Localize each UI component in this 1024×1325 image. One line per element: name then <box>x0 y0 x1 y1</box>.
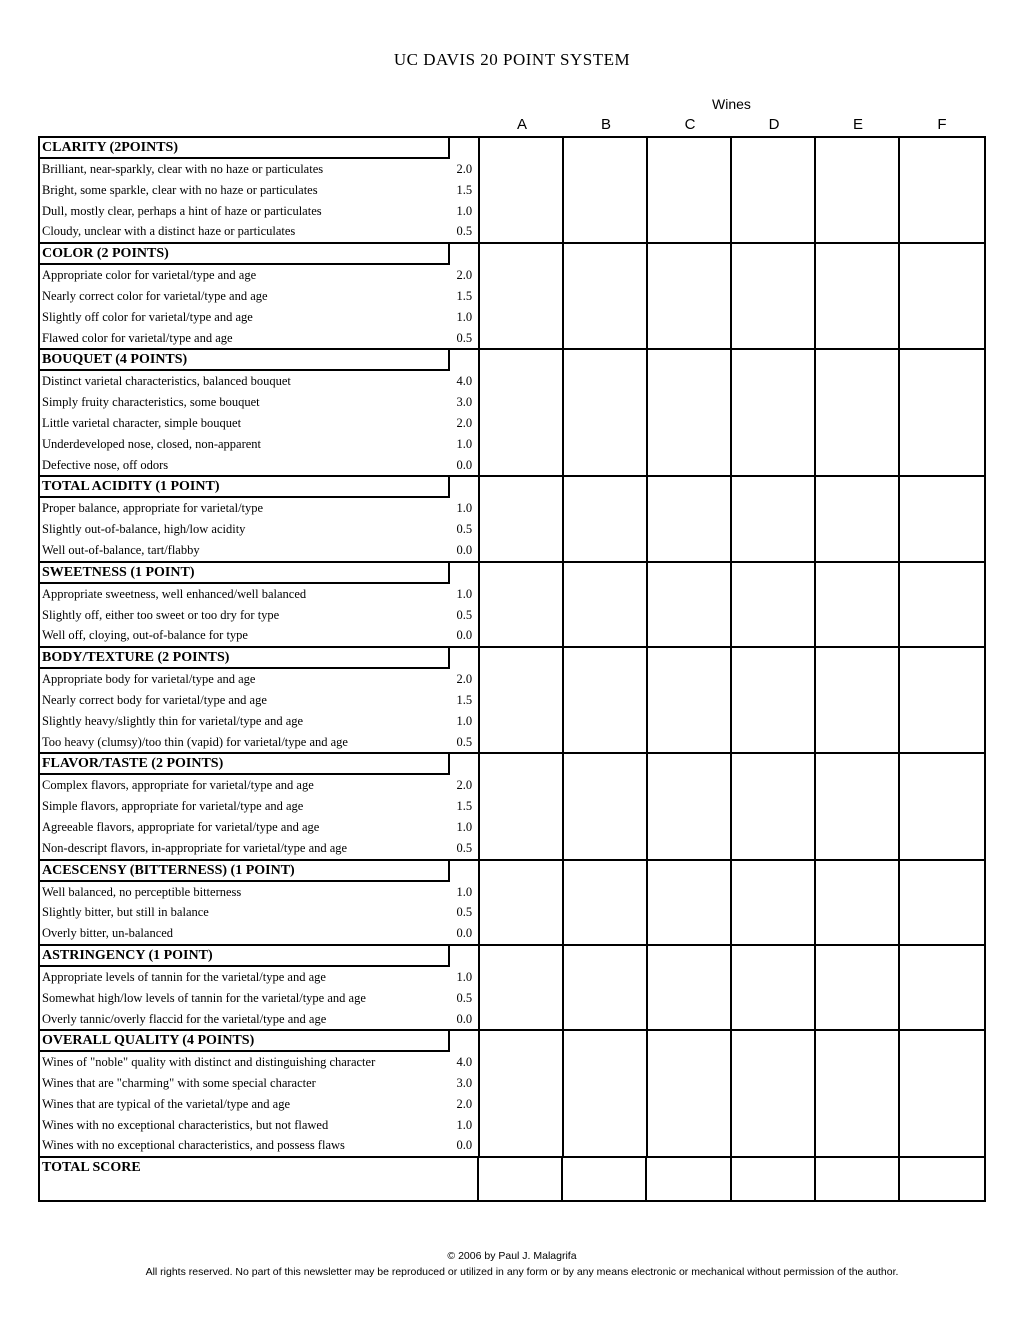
option-points: 0.0 <box>456 1011 473 1026</box>
criterion-option: Too heavy (clumsy)/too thin (vapid) for varietal/type and age <box>42 734 348 749</box>
option-points: 1.0 <box>456 203 473 218</box>
score-cell[interactable] <box>648 138 732 242</box>
option-points: 2.0 <box>456 268 473 283</box>
criterion-section <box>40 861 984 946</box>
wine-column-header: C <box>684 116 696 133</box>
score-cell[interactable] <box>564 350 648 475</box>
option-points: 2.0 <box>456 415 473 430</box>
criterion-option: Dull, mostly clear, perhaps a hint of haze or particulates <box>42 203 322 218</box>
score-cell[interactable] <box>648 477 732 560</box>
criterion-option: Slightly off, either too sweet or too dry for type <box>42 607 280 622</box>
score-cell[interactable] <box>732 946 816 1029</box>
criterion-option: Well off, cloying, out-of-balance for type <box>42 628 248 643</box>
score-cell[interactable] <box>900 138 984 242</box>
wine-column-header: F <box>937 116 947 133</box>
score-cell[interactable] <box>816 648 900 752</box>
criterion-option: Brilliant, near-sparkly, clear with no haze or particulates <box>42 162 324 176</box>
score-cell[interactable] <box>648 563 732 646</box>
total-score-cell[interactable] <box>647 1158 731 1200</box>
copyright-text: © 2006 by Paul J. Malagrifa <box>447 1250 577 1262</box>
score-cell[interactable] <box>816 138 900 242</box>
option-points: 0.5 <box>456 522 473 537</box>
total-score-row <box>40 1158 984 1200</box>
score-cell[interactable] <box>816 754 900 858</box>
criterion-heading: FLAVOR/TASTE (2 POINTS) <box>40 754 450 775</box>
criterion-option: Cloudy, unclear with a distinct haze or particulates <box>42 224 296 239</box>
option-points: 1.5 <box>456 692 473 707</box>
score-cell[interactable] <box>564 754 648 858</box>
score-cell[interactable] <box>816 1031 900 1156</box>
option-points: 0.5 <box>456 330 473 345</box>
option-points: 1.0 <box>456 969 473 984</box>
criterion-section <box>40 946 984 1031</box>
wine-column-header: B <box>600 116 611 133</box>
criterion-section <box>40 244 984 350</box>
criterion-option: Simply fruity characteristics, some bouquet <box>42 395 260 410</box>
criterion-option: Little varietal character, simple bouquet <box>42 415 242 430</box>
score-cell[interactable] <box>480 563 564 646</box>
score-cell[interactable] <box>900 244 984 348</box>
score-cell[interactable] <box>732 350 816 475</box>
score-cell[interactable] <box>900 754 984 858</box>
wines-header: Wines <box>712 96 751 112</box>
score-cell[interactable] <box>480 244 564 348</box>
criterion-option: Appropriate levels of tannin for the varietal/type and age <box>42 969 326 984</box>
option-points: 1.0 <box>456 501 473 516</box>
total-score-cell[interactable] <box>900 1158 984 1200</box>
option-points: 0.5 <box>456 224 473 239</box>
score-cell[interactable] <box>564 648 648 752</box>
score-cell[interactable] <box>480 946 564 1029</box>
option-points: 0.5 <box>456 734 473 749</box>
option-points: 3.0 <box>456 395 473 410</box>
score-cell[interactable] <box>480 648 564 752</box>
score-cell[interactable] <box>564 477 648 560</box>
criterion-option: Wines that are typical of the varietal/type and age <box>42 1096 290 1111</box>
option-points: 2.0 <box>456 778 473 793</box>
score-cell[interactable] <box>648 350 732 475</box>
option-points: 1.0 <box>456 884 473 899</box>
score-cell[interactable] <box>480 477 564 560</box>
score-cell[interactable] <box>900 1031 984 1156</box>
total-score-cell[interactable] <box>479 1158 563 1200</box>
criterion-option: Bright, some sparkle, clear with no haze or particulates <box>42 182 318 197</box>
option-points: 1.0 <box>456 713 473 728</box>
score-cell[interactable] <box>900 563 984 646</box>
criterion-section <box>40 754 984 860</box>
score-cell[interactable] <box>564 861 648 944</box>
criterion-heading: ASTRINGENCY (1 POINT) <box>40 946 450 967</box>
option-points: 1.0 <box>456 586 473 601</box>
criterion-option: Nearly correct color for varietal/type and age <box>42 288 268 303</box>
criterion-option: Wines that are "charming" with some special character <box>42 1076 316 1091</box>
criterion-option: Overly bitter, un-balanced <box>42 926 174 941</box>
criterion-option: Flawed color for varietal/type and age <box>42 330 233 345</box>
criterion-option: Defective nose, off odors <box>42 457 169 472</box>
criterion-option: Wines with no exceptional characteristics, but not flawed <box>42 1117 329 1132</box>
score-cell[interactable] <box>732 477 816 560</box>
total-score-cell[interactable] <box>563 1158 647 1200</box>
criterion-section <box>40 138 984 244</box>
criterion-heading: CLARITY (2POINTS) <box>40 138 450 159</box>
option-points: 0.0 <box>456 457 473 472</box>
criterion-heading: BOUQUET (4 POINTS) <box>40 350 450 371</box>
score-cell[interactable] <box>900 648 984 752</box>
option-points: 2.0 <box>456 672 473 687</box>
criterion-option: Simple flavors, appropriate for varietal/type and age <box>42 799 304 814</box>
criterion-option: Overly tannic/overly flaccid for the varietal/type and age <box>42 1011 327 1026</box>
wine-column-header: D <box>768 116 780 133</box>
score-cell[interactable] <box>564 244 648 348</box>
page-title: UC DAVIS 20 POINT SYSTEM <box>393 50 631 69</box>
option-points: 0.0 <box>456 542 473 557</box>
option-points: 1.5 <box>456 799 473 814</box>
score-cell[interactable] <box>564 946 648 1029</box>
score-cell[interactable] <box>564 563 648 646</box>
rights-text: All rights reserved. No part of this newsletter may be reproduced or utilized in any form or by any means electronic or mechanical without permission of the author. <box>145 1266 899 1278</box>
scoring-table <box>38 136 986 1202</box>
option-points: 1.5 <box>456 288 473 303</box>
option-points: 1.0 <box>456 1117 473 1132</box>
criterion-option: Wines of "noble" quality with distinct and distinguishing character <box>42 1055 376 1070</box>
total-score-label: TOTAL SCORE <box>40 1158 479 1200</box>
score-cell[interactable] <box>816 563 900 646</box>
score-cell[interactable] <box>816 350 900 475</box>
score-cell[interactable] <box>648 946 732 1029</box>
score-cell[interactable] <box>816 946 900 1029</box>
option-points: 0.0 <box>456 1138 473 1153</box>
score-cell[interactable] <box>900 477 984 560</box>
criterion-section <box>40 350 984 477</box>
option-points: 1.0 <box>456 819 473 834</box>
option-points: 2.0 <box>456 1096 473 1111</box>
score-cell[interactable] <box>732 244 816 348</box>
criterion-option: Non-descript flavors, in-appropriate for varietal/type and age <box>42 840 348 855</box>
criterion-option: Distinct varietal characteristics, balanced bouquet <box>42 374 291 389</box>
criterion-section <box>40 563 984 648</box>
criterion-heading: ACESCENSY (BITTERNESS) (1 POINT) <box>40 861 450 882</box>
option-points: 0.5 <box>456 840 473 855</box>
score-cell[interactable] <box>480 350 564 475</box>
wine-column-header: A <box>516 116 527 133</box>
option-points: 3.0 <box>456 1076 473 1091</box>
criterion-heading: OVERALL QUALITY (4 POINTS) <box>40 1031 450 1052</box>
criterion-heading: TOTAL ACIDITY (1 POINT) <box>40 477 450 498</box>
score-cell[interactable] <box>480 1031 564 1156</box>
score-cell[interactable] <box>816 244 900 348</box>
criterion-option: Proper balance, appropriate for varietal/type <box>42 501 264 516</box>
criterion-option: Somewhat high/low levels of tannin for the varietal/type and age <box>42 990 366 1005</box>
score-cell[interactable] <box>900 946 984 1029</box>
option-points: 1.0 <box>456 309 473 324</box>
score-cell[interactable] <box>732 861 816 944</box>
score-cell[interactable] <box>732 648 816 752</box>
criterion-option: Complex flavors, appropriate for varietal/type and age <box>42 778 314 793</box>
wine-column-header: E <box>852 116 863 133</box>
score-cell[interactable] <box>732 754 816 858</box>
criterion-option: Appropriate body for varietal/type and age <box>42 672 256 687</box>
criterion-section <box>40 648 984 754</box>
criterion-option: Slightly bitter, but still in balance <box>42 905 209 920</box>
option-points: 1.0 <box>456 436 473 451</box>
score-cell[interactable] <box>732 1031 816 1156</box>
option-points: 0.5 <box>456 905 473 920</box>
score-cell[interactable] <box>732 138 816 242</box>
criterion-heading: COLOR (2 POINTS) <box>40 244 450 265</box>
score-cell[interactable] <box>564 1031 648 1156</box>
option-points: 1.5 <box>456 182 473 197</box>
score-cell[interactable] <box>480 138 564 242</box>
option-points: 2.0 <box>456 162 473 176</box>
total-score-cell[interactable] <box>732 1158 816 1200</box>
score-cell[interactable] <box>732 563 816 646</box>
criterion-option: Well out-of-balance, tart/flabby <box>42 542 200 557</box>
score-cell[interactable] <box>900 350 984 475</box>
score-cell[interactable] <box>648 861 732 944</box>
option-points: 4.0 <box>456 374 473 389</box>
option-points: 0.0 <box>456 628 473 643</box>
criterion-heading: SWEETNESS (1 POINT) <box>40 563 450 584</box>
score-cell[interactable] <box>564 138 648 242</box>
score-cell[interactable] <box>816 477 900 560</box>
criterion-option: Slightly out-of-balance, high/low acidity <box>42 522 246 537</box>
score-cell[interactable] <box>648 1031 732 1156</box>
criterion-section <box>40 477 984 562</box>
score-cell[interactable] <box>480 861 564 944</box>
score-cell[interactable] <box>480 754 564 858</box>
criterion-heading: BODY/TEXTURE (2 POINTS) <box>40 648 450 669</box>
criterion-option: Slightly off color for varietal/type and age <box>42 309 253 324</box>
score-cell[interactable] <box>648 244 732 348</box>
score-cell[interactable] <box>816 861 900 944</box>
criterion-option: Well balanced, no perceptible bitterness <box>42 884 242 899</box>
option-points: 0.5 <box>456 990 473 1005</box>
option-points: 0.5 <box>456 607 473 622</box>
score-cell[interactable] <box>648 648 732 752</box>
score-cell[interactable] <box>900 861 984 944</box>
criterion-option: Slightly heavy/slightly thin for varietal/type and age <box>42 713 304 728</box>
option-points: 4.0 <box>456 1055 473 1070</box>
option-points: 0.0 <box>456 926 473 941</box>
total-score-cell[interactable] <box>816 1158 900 1200</box>
criterion-option: Wines with no exceptional characteristics, and possess flaws <box>42 1138 345 1153</box>
score-cell[interactable] <box>648 754 732 858</box>
criterion-option: Underdeveloped nose, closed, non-apparent <box>42 436 262 451</box>
criterion-option: Appropriate color for varietal/type and age <box>42 268 257 283</box>
criterion-option: Nearly correct body for varietal/type and age <box>42 692 267 707</box>
criterion-option: Agreeable flavors, appropriate for varietal/type and age <box>42 819 320 834</box>
criterion-option: Appropriate sweetness, well enhanced/well balanced <box>42 586 307 601</box>
criterion-section <box>40 1031 984 1158</box>
